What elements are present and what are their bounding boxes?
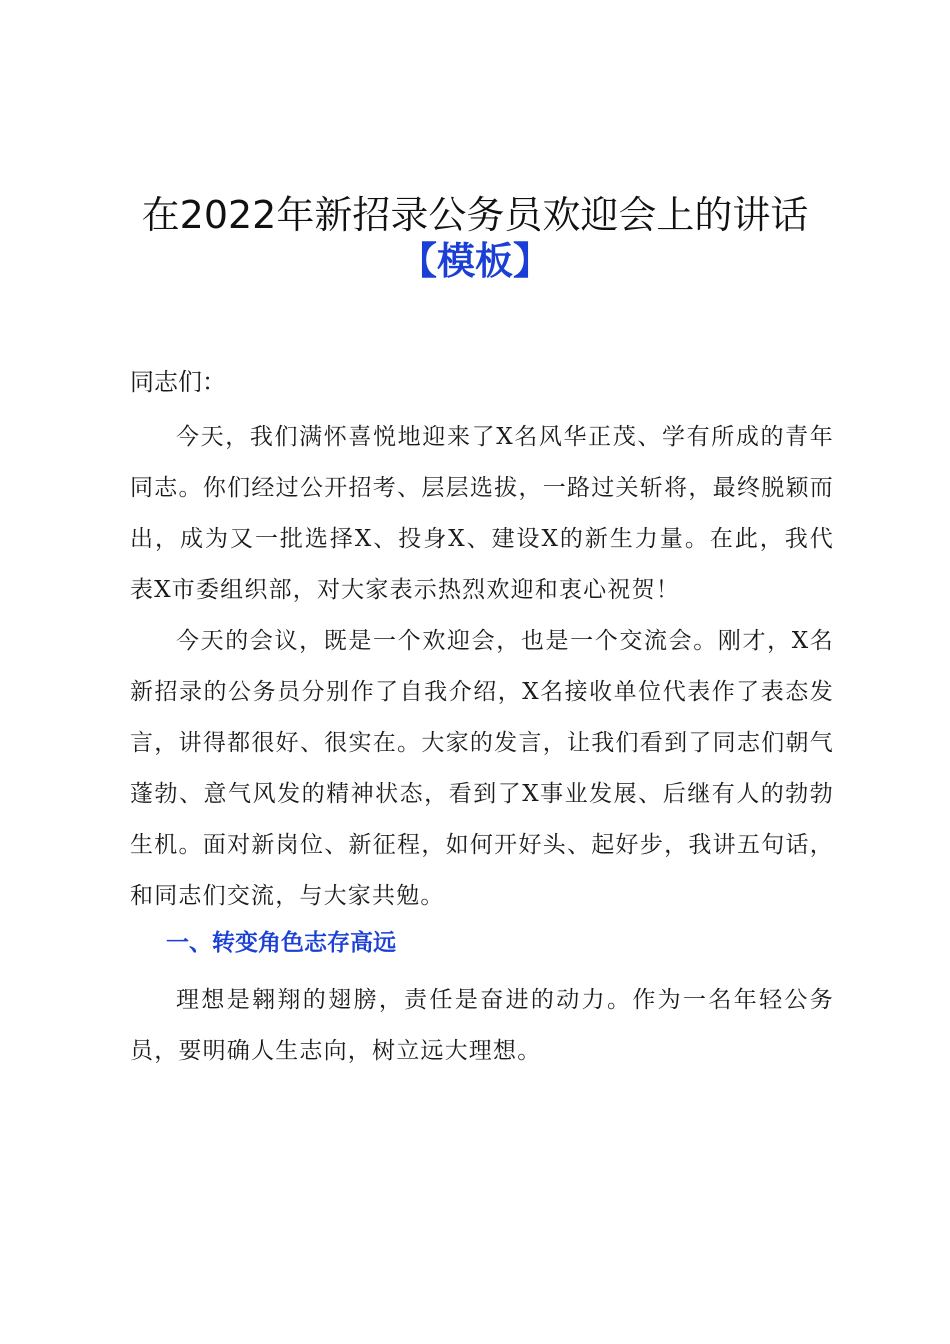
paragraph-welcome: 今天，我们满怀喜悦地迎来了X名风华正茂、学有所成的青年同志。你们经过公开招考、层层选拔，一路过关斩将，最终脱颖而出，成为又一批选择X、投身X、建设X的新生力量。在此，我代表X市委组织部，对大家表示热烈欢迎和衷心祝贺！ xyxy=(130,424,834,603)
paragraph-section-one: 理想是翱翔的翅膀，责任是奋进的动力。作为一名年轻公务员，要明确人生志向，树立远大理想。 xyxy=(130,987,834,1064)
salutation: 同志们： xyxy=(130,368,226,396)
paragraph-meeting: 今天的会议，既是一个欢迎会，也是一个交流会。刚才，X名新招录的公务员分别作了自我介绍，X名接收单位代表作了表态发言，讲得都很好、很实在。大家的发言，让我们看到了同志们朝气蓬勃、意气风发的精神状态，看到了X事业发展、后继有人的勃勃生机。面对新岗位、新征程，如何开好头、起好步，我讲五句话，和同志们交流，与大家共勉。 xyxy=(130,628,834,909)
document-subtitle: 【模板】 xyxy=(398,239,551,283)
document-title: 在2022年新招录公务员欢迎会上的讲话 xyxy=(141,193,809,237)
section-heading: 一、转变角色志存高远 xyxy=(166,930,396,956)
